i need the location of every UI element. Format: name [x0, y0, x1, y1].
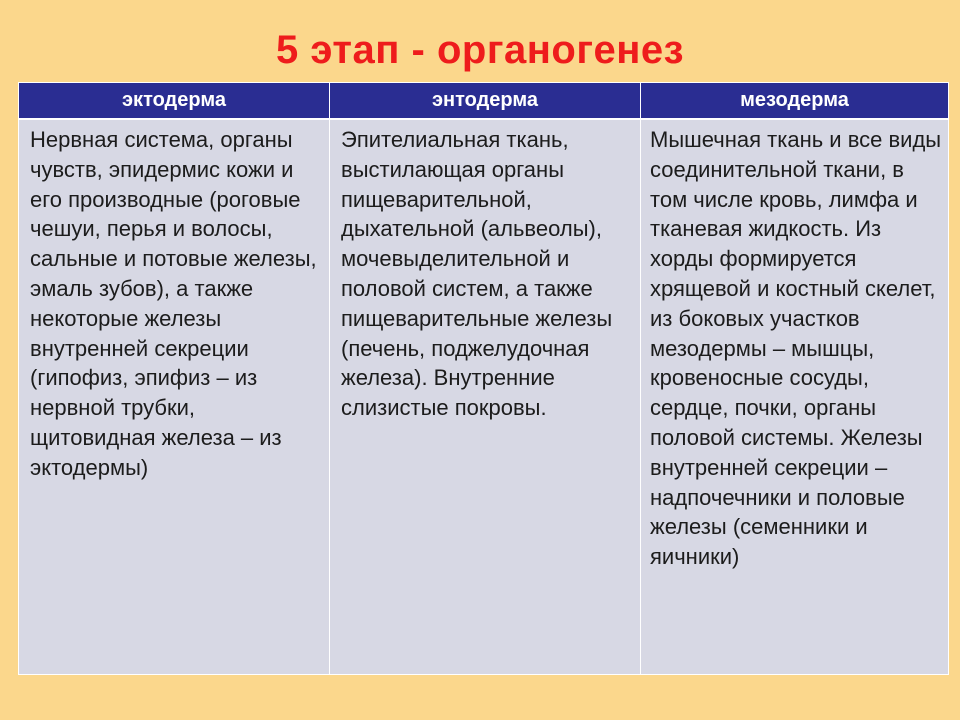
- header-mesoderm: мезодерма: [740, 89, 849, 111]
- cell-endoderm: Эпителиальная ткань, выстилающая органы пищеварительной, дыхательной (альвеолы), мочевыделительной и половой систем, а также пищеварительные железы (печень, поджелудочная железа). Внутренние слизистые покровы.: [341, 127, 613, 421]
- column-divider: [329, 83, 330, 674]
- column-divider: [640, 83, 641, 674]
- slide-title: 5 этап - органогенез: [275, 28, 685, 72]
- table-header-row: [19, 83, 948, 120]
- cell-mesoderm: Мышечная ткань и все виды соединительной ткани, в том числе кровь, лимфа и тканевая жидкость. Из хорды формируется хрящевой и костный скелет, из боковых участков мезодермы – мышцы, кровеносные сосуды, сердце, почки, органы половой системы. Железы внутренней секреции – надпочечники и половые железы (семенники и яичники): [650, 127, 942, 570]
- header-endoderm: энтодерма: [431, 89, 539, 111]
- cell-ectoderm: Нервная система, органы чувств, эпидермис кожи и его производные (роговые чешуи, перья и волосы, сальные и потовые железы, эмаль зубов), а также некоторые железы внутренней секреции (гипофиз, эпифиз – из нервной трубки, щитовидная железа – из эктодермы): [30, 127, 317, 480]
- header-ectoderm: эктодерма: [122, 89, 226, 111]
- germ-layers-table: [18, 82, 949, 675]
